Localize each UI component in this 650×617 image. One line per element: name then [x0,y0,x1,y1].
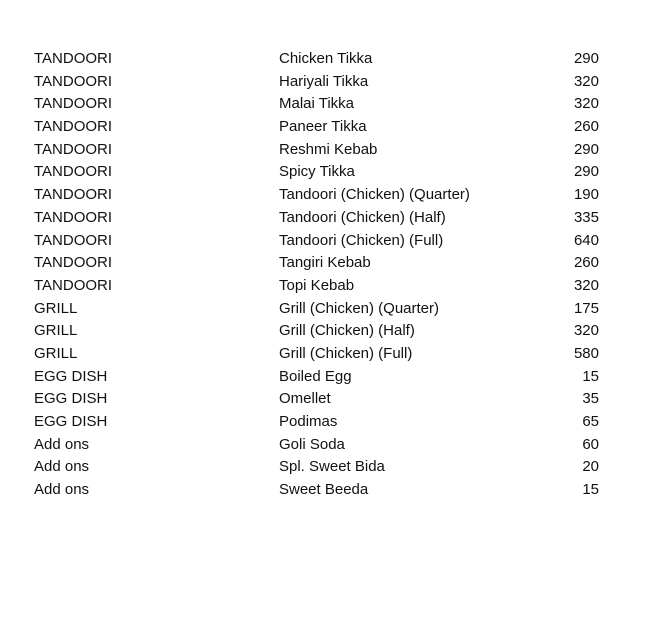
menu-category: EGG DISH [34,390,108,408]
menu-item-name: Malai Tikka [279,95,355,113]
menu-item-name: Hariyali Tikka [279,72,369,90]
menu-category: TANDOORI [34,276,113,294]
menu-item-price: 35 [582,390,599,408]
menu-row [0,411,650,434]
menu-item-name: Tandoori (Chicken) (Quarter) [279,186,470,204]
menu-item-name: Tandoori (Chicken) (Full) [279,231,444,249]
menu-item-price: 260 [573,118,599,136]
menu-row [0,116,650,139]
menu-row [0,456,650,479]
menu-category: Add ons [34,458,90,476]
menu-row [0,139,650,162]
menu-row [0,320,650,343]
menu-row [0,48,650,71]
menu-category: Add ons [34,481,90,499]
menu-item-price: 335 [573,208,599,226]
menu-category: Add ons [34,435,90,453]
menu-item-name: Chicken Tikka [279,50,373,67]
menu-item-name: Grill (Chicken) (Full) [279,344,413,362]
menu-item-name: Spl. Sweet Bida [279,458,385,476]
menu-item-price: 175 [573,299,599,317]
menu-category: TANDOORI [34,186,113,204]
menu-item-price: 320 [573,276,599,294]
menu-category: TANDOORI [34,140,113,158]
menu-category: EGG DISH [34,367,108,385]
menu-item-price: 290 [573,163,599,181]
menu-item-price: 320 [573,95,599,113]
menu-row [0,343,650,366]
menu-row [0,275,650,298]
menu-item-price: 20 [582,458,599,476]
menu-item-name: Grill (Chicken) (Half) [279,322,415,340]
menu-item-name: Boiled Egg [279,367,352,385]
menu-item-price: 640 [573,231,599,249]
menu-category: TANDOORI [34,95,113,113]
menu-item-name: Topi Kebab [279,276,355,294]
menu-category: TANDOORI [34,163,113,181]
menu-item-price: 60 [582,435,599,453]
menu-item-name: Omellet [279,390,331,408]
menu-row [0,161,650,184]
menu-row [0,479,650,502]
menu-item-name: Tangiri Kebab [279,254,371,272]
menu-row [0,434,650,457]
menu-category: TANDOORI [34,50,113,67]
menu-category: TANDOORI [34,254,113,272]
menu-item-price: 320 [573,322,599,340]
menu-item-name: Tandoori (Chicken) (Half) [279,208,446,226]
menu-category: GRILL [34,322,78,340]
menu-category: TANDOORI [34,208,113,226]
menu-item-price: 190 [573,186,599,204]
menu-row [0,298,650,321]
menu-item-price: 15 [582,481,599,499]
menu-item-price: 260 [573,254,599,272]
menu-category: TANDOORI [34,72,113,90]
menu-item-name: Spicy Tikka [279,163,355,181]
menu-row [0,184,650,207]
menu-row [0,366,650,389]
menu-item-name: Paneer Tikka [279,118,367,136]
menu-row [0,93,650,116]
menu-item-price: 15 [582,367,599,385]
menu-row [0,388,650,411]
menu-row [0,71,650,94]
menu-item-name: Sweet Beeda [279,481,369,499]
menu-category: GRILL [34,299,78,317]
menu-item-price: 320 [573,72,599,90]
menu-row [0,207,650,230]
menu-item-name: Podimas [279,413,338,430]
menu-row [0,230,650,253]
menu-item-price: 290 [573,140,599,158]
menu-item-name: Grill (Chicken) (Quarter) [279,299,440,317]
menu-category: TANDOORI [34,118,113,136]
menu-item-name: Reshmi Kebab [279,140,378,158]
menu-price-list [0,48,650,502]
menu-category: GRILL [34,344,78,362]
menu-item-name: Goli Soda [279,435,345,453]
menu-category: EGG DISH [34,413,108,430]
menu-item-price: 580 [573,344,599,362]
menu-category: TANDOORI [34,231,113,249]
menu-item-price: 290 [573,50,599,67]
menu-row [0,252,650,275]
menu-item-price: 65 [582,413,599,430]
